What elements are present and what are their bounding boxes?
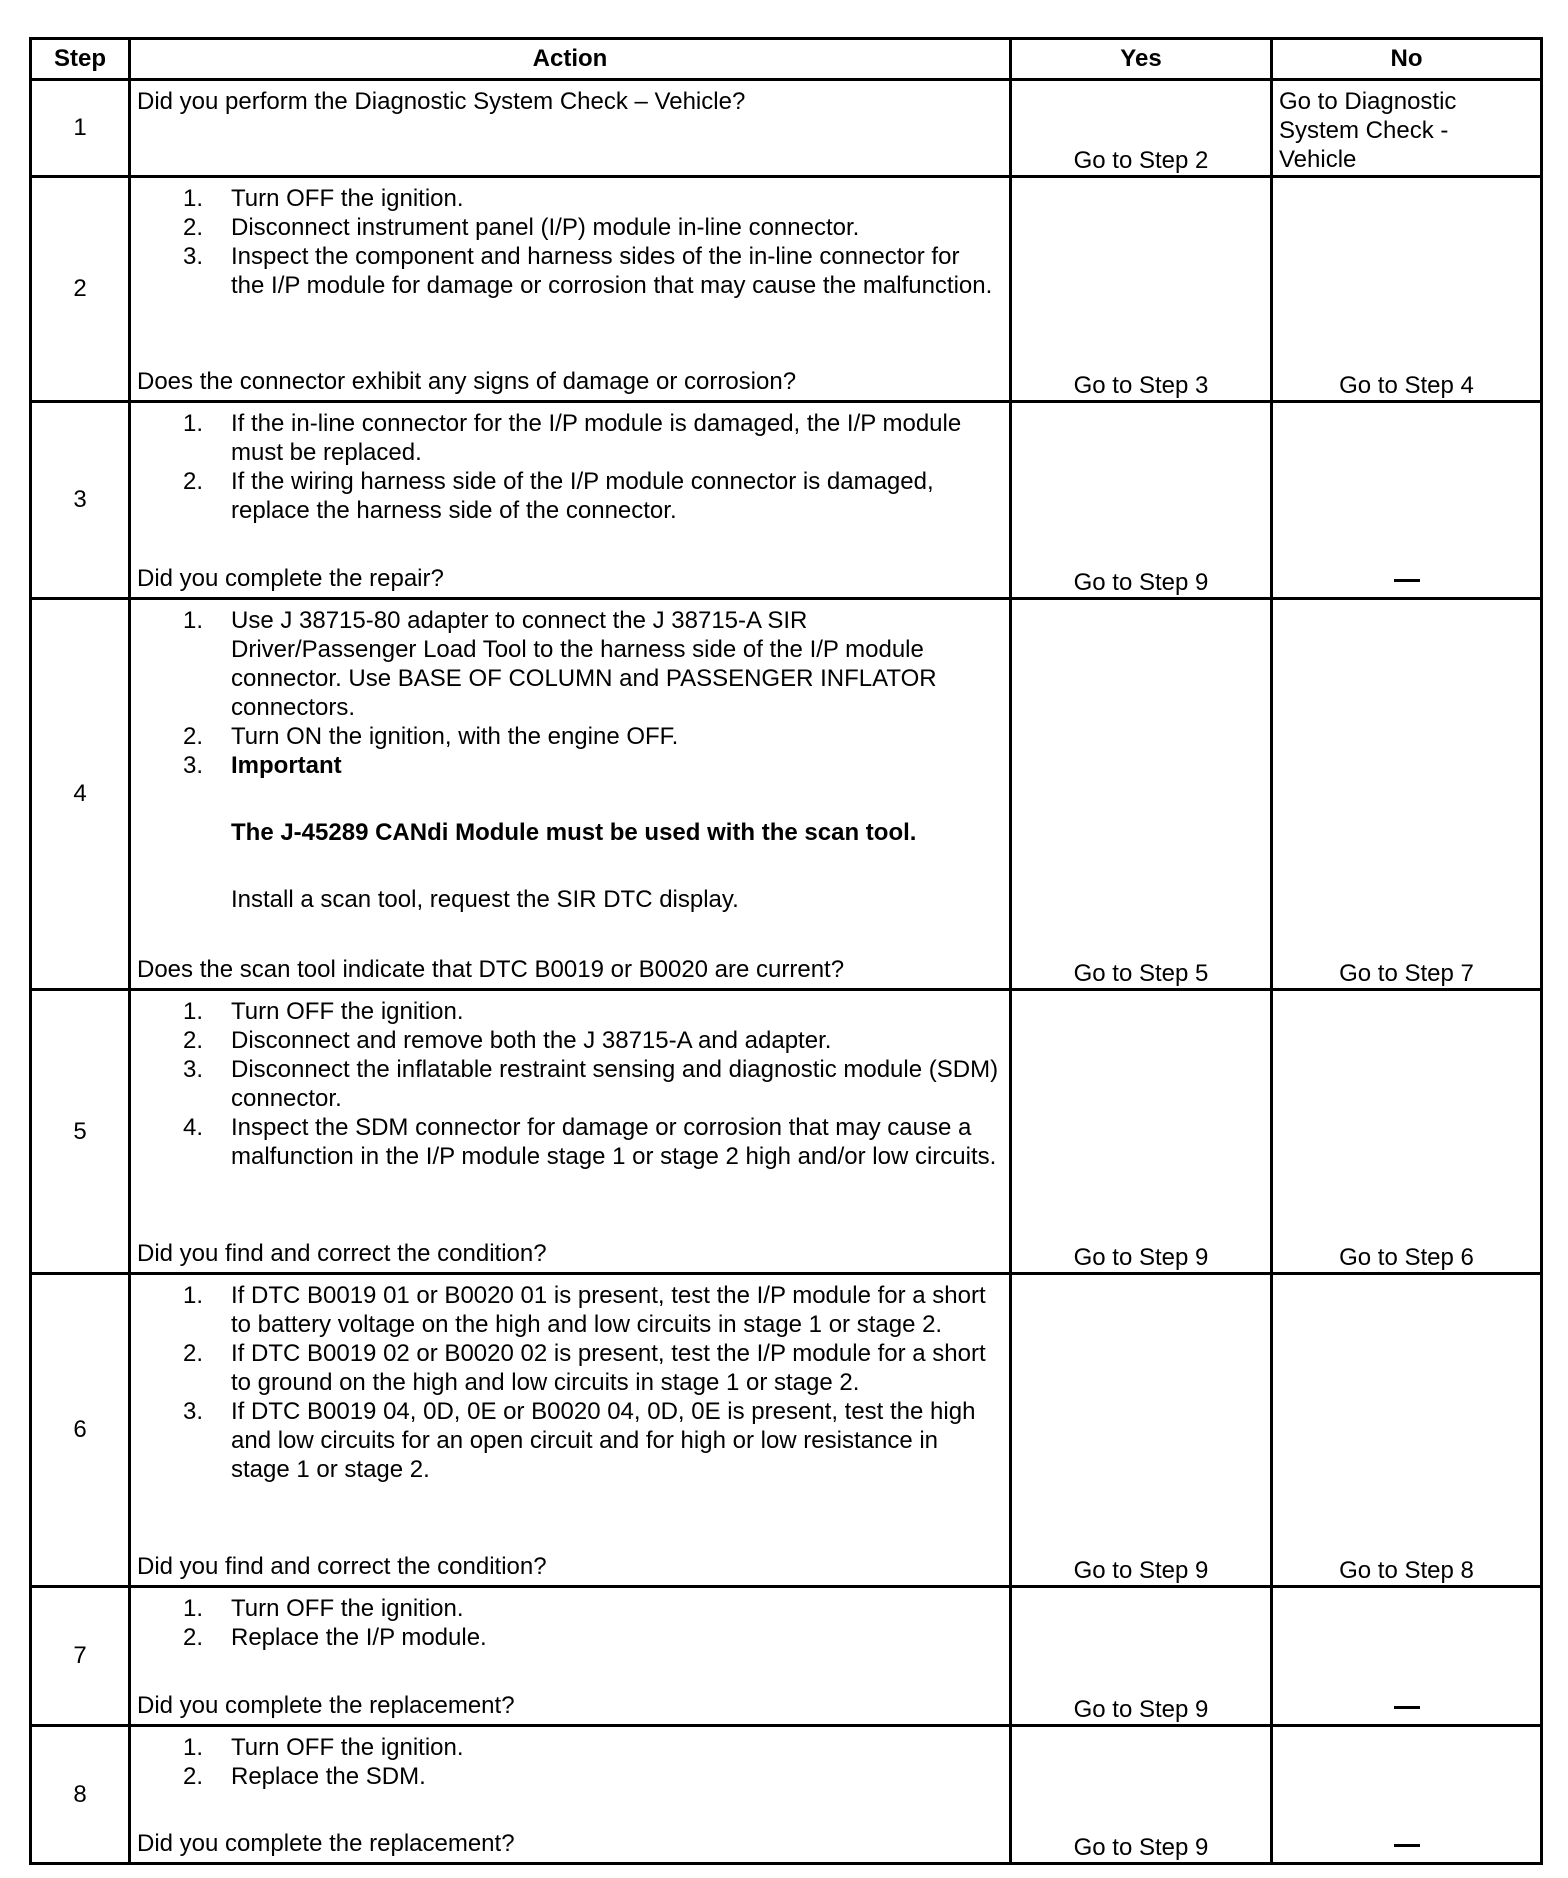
header-no: No — [1272, 39, 1542, 80]
instruction-list — [131, 600, 1009, 780]
instruction-item — [131, 1339, 999, 1397]
item-number: 1. — [183, 185, 204, 212]
no-cell — [1272, 80, 1542, 177]
step-row-1 — [31, 80, 1542, 177]
step-number: 6 — [31, 1274, 130, 1587]
instruction-item — [131, 1397, 999, 1484]
instruction-item — [131, 1623, 999, 1652]
step-number: 1 — [31, 80, 130, 177]
item-text: If the wiring harness side of the I/P module connector is damaged, replace the harness side of the connector. — [231, 468, 934, 524]
action-cell — [130, 177, 1011, 402]
no-line: Vehicle — [1279, 146, 1357, 173]
dash-mark — [1394, 579, 1420, 582]
item-number: 1. — [183, 1282, 204, 1309]
instruction-item — [131, 242, 999, 300]
item-number: 4. — [183, 1114, 204, 1141]
instruction-list — [131, 1588, 1009, 1652]
question-text: Did you find and correct the condition? — [137, 1240, 547, 1267]
instruction-item — [131, 606, 999, 722]
item-text: Replace the SDM. — [231, 1763, 426, 1790]
yes-cell: Go to Step 9 — [1011, 1587, 1272, 1726]
instruction-list — [131, 178, 1009, 300]
instruction-list — [131, 1275, 1009, 1484]
header-action: Action — [130, 39, 1011, 80]
instruction-item — [131, 1026, 999, 1055]
step-row-2 — [31, 177, 1542, 402]
no-cell: Go to Step 7 — [1272, 599, 1542, 990]
instruction-item — [131, 1281, 999, 1339]
item-text: Turn OFF the ignition. — [231, 1595, 464, 1622]
question-text: Did you find and correct the condition? — [137, 1553, 547, 1580]
yes-cell: Go to Step 9 — [1011, 1274, 1272, 1587]
item-text: Disconnect and remove both the J 38715-A and adapter. — [231, 1027, 832, 1054]
instruction-item — [131, 409, 999, 467]
no-line: System Check - — [1279, 117, 1449, 144]
item-text: Disconnect instrument panel (I/P) module in-line connector. — [231, 214, 860, 241]
question-text: Does the scan tool indicate that DTC B0019 or B0020 are current? — [137, 956, 845, 983]
item-number: 1. — [183, 998, 204, 1025]
instruction-item — [131, 184, 999, 213]
dash-mark — [1394, 1844, 1420, 1847]
item-number: 1. — [183, 1595, 204, 1622]
item-text: Turn OFF the ignition. — [231, 998, 464, 1025]
step-row-8 — [31, 1726, 1542, 1864]
item-text: If the in-line connector for the I/P module is damaged, the I/P module must be replaced. — [231, 410, 962, 466]
item-text: Turn ON the ignition, with the engine OFF. — [231, 723, 679, 750]
step-row-6 — [31, 1274, 1542, 1587]
header-yes: Yes — [1011, 39, 1272, 80]
step-number: 3 — [31, 402, 130, 599]
item-text: Turn OFF the ignition. — [231, 185, 464, 212]
item-number: 3. — [183, 1056, 204, 1083]
question-text: Does the connector exhibit any signs of damage or corrosion? — [137, 368, 797, 395]
instruction-item — [131, 1762, 999, 1791]
item-number: 2. — [183, 1624, 204, 1651]
step-number: 8 — [31, 1726, 130, 1864]
item-number: 2. — [183, 723, 204, 750]
action-cell — [130, 80, 1011, 177]
item-number: 1. — [183, 410, 204, 437]
item-number: 2. — [183, 468, 204, 495]
no-cell — [1272, 402, 1542, 599]
item-number: 1. — [183, 607, 204, 634]
yes-cell: Go to Step 2 — [1011, 80, 1272, 177]
header-row — [31, 39, 1542, 80]
no-cell — [1272, 1587, 1542, 1726]
instruction-item — [131, 1113, 999, 1171]
step-row-5 — [31, 990, 1542, 1274]
action-cell — [130, 599, 1011, 990]
item-number: 3. — [183, 1398, 204, 1425]
instruction-item — [131, 213, 999, 242]
dash-mark — [1394, 1706, 1420, 1709]
item-text: Use J 38715-80 adapter to connect the J 38715-A SIR Driver/Passenger Load Tool to the harness side of the I/P module connector. Use BASE OF COLUMN and PASSENGER INFLATOR connectors. — [231, 607, 937, 721]
item-number: 2. — [183, 1027, 204, 1054]
item-text: If DTC B0019 01 or B0020 01 is present, test the I/P module for a short to battery voltage on the high and low circuits in stage 1 or stage 2. — [231, 1282, 986, 1338]
instruction-item — [131, 997, 999, 1026]
item-number: 2. — [183, 1340, 204, 1367]
no-cell: Go to Step 6 — [1272, 990, 1542, 1274]
step-number: 7 — [31, 1587, 130, 1726]
item-text: If DTC B0019 02 or B0020 02 is present, test the I/P module for a short to ground on the high and low circuits in stage 1 or stage 2. — [231, 1340, 986, 1396]
question-text: Did you complete the replacement? — [137, 1692, 515, 1719]
instruction-item — [131, 722, 999, 751]
instruction-item — [131, 467, 999, 525]
no-cell: Go to Step 8 — [1272, 1274, 1542, 1587]
item-number: 1. — [183, 1734, 204, 1761]
question-text: Did you complete the repair? — [137, 565, 444, 592]
question-text: Did you perform the Diagnostic System Check – Vehicle? — [137, 88, 746, 115]
item-text: Replace the I/P module. — [231, 1624, 487, 1651]
step-row-7 — [31, 1587, 1542, 1726]
yes-cell: Go to Step 9 — [1011, 990, 1272, 1274]
important-note: The J-45289 CANdi Module must be used with the scan tool. — [231, 819, 917, 846]
important-label: Important — [231, 752, 342, 779]
yes-cell: Go to Step 9 — [1011, 1726, 1272, 1864]
no-cell — [1272, 1726, 1542, 1864]
header-step: Step — [31, 39, 130, 80]
step-number: 2 — [31, 177, 130, 402]
instruction-list — [131, 991, 1009, 1171]
instruction-item — [131, 751, 999, 780]
instruction-item — [131, 1055, 999, 1113]
item-number: 2. — [183, 214, 204, 241]
diagnostic-table — [29, 37, 1543, 1865]
step-number: 4 — [31, 599, 130, 990]
question-text: Did you complete the replacement? — [137, 1830, 515, 1857]
step-number: 5 — [31, 990, 130, 1274]
yes-cell: Go to Step 3 — [1011, 177, 1272, 402]
instruction-list — [131, 403, 1009, 525]
item-text: Inspect the component and harness sides of the in-line connector for the I/P module for damage or corrosion that may cause the malfunction. — [231, 243, 993, 299]
action-cell — [130, 990, 1011, 1274]
item-text: Disconnect the inflatable restraint sensing and diagnostic module (SDM) connector. — [231, 1056, 999, 1112]
instruction-item — [131, 1594, 999, 1623]
step-row-4 — [31, 599, 1542, 990]
item-text: Inspect the SDM connector for damage or corrosion that may cause a malfunction in the I/P module stage 1 or stage 2 high and/or low circuits. — [231, 1114, 997, 1170]
yes-cell: Go to Step 5 — [1011, 599, 1272, 990]
item-number: 3. — [183, 752, 204, 779]
action-cell — [130, 1726, 1011, 1864]
instruction-list — [131, 1727, 1009, 1791]
instruction-item — [131, 1733, 999, 1762]
item-number: 3. — [183, 243, 204, 270]
followup-text: Install a scan tool, request the SIR DTC display. — [231, 886, 739, 913]
item-number: 2. — [183, 1763, 204, 1790]
action-cell — [130, 1587, 1011, 1726]
item-text: Turn OFF the ignition. — [231, 1734, 464, 1761]
step-row-3 — [31, 402, 1542, 599]
action-cell — [130, 1274, 1011, 1587]
yes-cell: Go to Step 9 — [1011, 402, 1272, 599]
no-line: Go to Diagnostic — [1279, 88, 1457, 115]
no-cell: Go to Step 4 — [1272, 177, 1542, 402]
item-text: If DTC B0019 04, 0D, 0E or B0020 04, 0D, 0E is present, test the high and low circuits for an open circuit and for high or low resistance in stage 1 or stage 2. — [231, 1398, 976, 1483]
action-cell — [130, 402, 1011, 599]
